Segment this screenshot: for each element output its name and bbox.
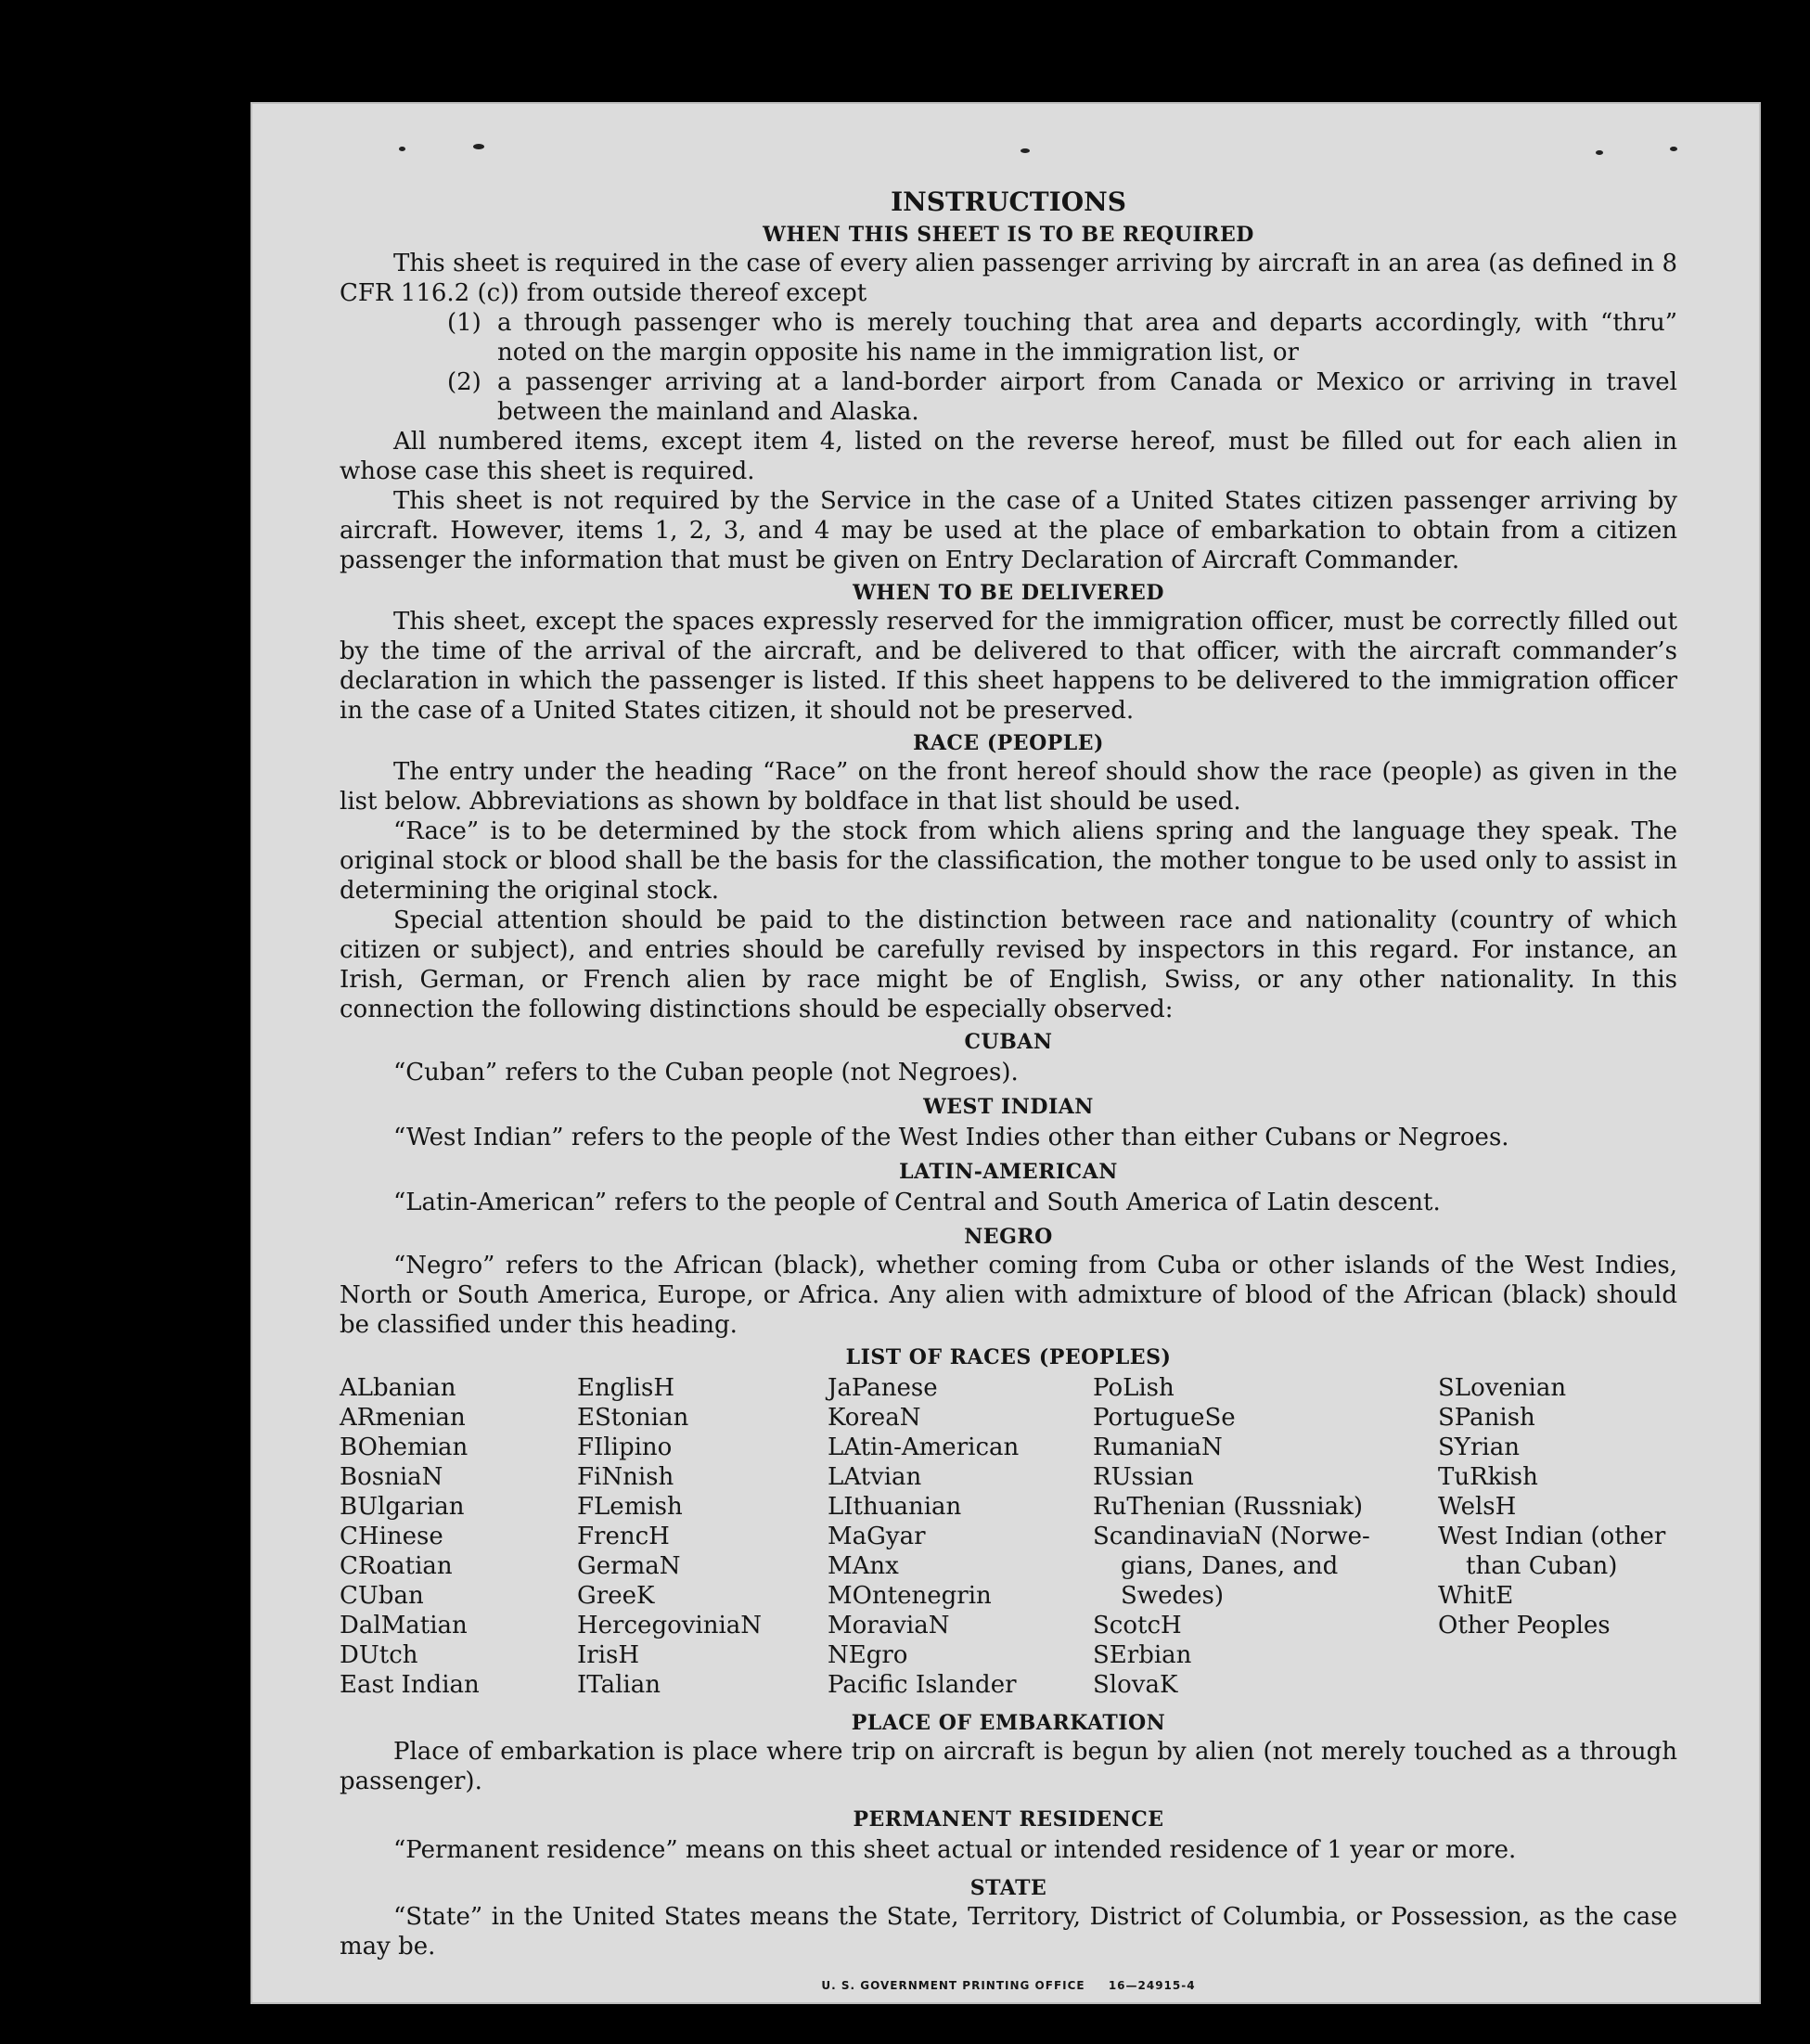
races-column-3	[828, 1373, 1093, 1700]
heading-list-of-races: LIST OF RACES (PEOPLES)	[845, 1345, 1172, 1369]
race-entry: FLemish	[577, 1493, 683, 1521]
printer-footer	[340, 1971, 1677, 2000]
race-entry: Pacific Islander	[828, 1671, 1017, 1699]
race-entry: SlovaK	[1093, 1671, 1178, 1699]
paper-speck	[1670, 147, 1677, 151]
race-entry: ITalian	[577, 1671, 661, 1699]
race-entry: Other Peoples	[1438, 1612, 1611, 1639]
race-entry: SPanish	[1438, 1404, 1535, 1432]
race-entry: DUtch	[340, 1641, 418, 1669]
heading-state: STATE	[969, 1876, 1047, 1900]
exception-item-number: (1)	[447, 309, 481, 337]
race-entry: GreeK	[577, 1582, 655, 1610]
race-entry: East Indian	[340, 1671, 480, 1699]
races-column-4	[1093, 1373, 1438, 1700]
race-paragraph-2: “Race” is to be determined by the stock from which aliens spring and the language they speak. The original stock or blood shall be the basis for the classification, the mother tongue to be used only to assist in determining the original stock.	[340, 817, 1677, 905]
race-entry: EStonian	[577, 1404, 689, 1432]
race-entry: FIlipino	[577, 1433, 673, 1461]
races-column-1	[340, 1373, 577, 1700]
exception-item-2	[340, 367, 1677, 427]
race-entry: WelsH	[1438, 1493, 1517, 1521]
heading-race: RACE (PEOPLE)	[913, 731, 1104, 755]
citizen-paragraph: This sheet is not required by the Service in the case of a United States citizen passenger arriving by aircraft. However, items 1, 2, 3, and 4 may be used at the place of embarkation to obtain from a citizen passenger the information that must be given on Entry Declaration of Aircraft Commander.	[340, 487, 1677, 574]
race-entry: LIthuanian	[828, 1493, 962, 1521]
paper-speck	[473, 144, 484, 149]
race-entry: WhitE	[1438, 1582, 1514, 1610]
race-entry: CUban	[340, 1582, 424, 1610]
race-entry: GermaN	[577, 1552, 681, 1580]
negro-definition: “Negro” refers to the African (black), whether coming from Cuba or other islands of the West Indies, North or South America, Europe, or Africa. Any alien with admixture of blood of the African (black) should be classified under this heading.	[340, 1252, 1677, 1339]
race-entry: ALbanian	[340, 1374, 456, 1402]
race-paragraph-1: The entry under the heading “Race” on the front hereof should show the race (people) as given in the list below. Abbreviations as shown by boldface in that list should be used.	[340, 758, 1677, 816]
race-entry: PortugueSe	[1093, 1404, 1236, 1432]
when-delivered-text: This sheet, except the spaces expressly reserved for the immigration officer, must be correctly filled out by the time of the arrival of the aircraft, and be delivered to that officer, with the aircraft commander’s declaration in which the passenger is listed. If this sheet happens to be delivered to the immigration officer in the case of a United States citizen, it should not be preserved.	[340, 608, 1677, 725]
races-column-5	[1438, 1373, 1677, 1700]
race-entry: EnglisH	[577, 1374, 675, 1402]
race-entry: BosniaN	[340, 1463, 443, 1491]
race-entry: NEgro	[828, 1641, 908, 1669]
permanent-residence-definition: “Permanent residence” means on this sheet actual or intended residence of 1 year or more.	[393, 1836, 1517, 1864]
form-number: 16—24915-4	[1108, 1979, 1196, 1992]
heading-when-required: WHEN THIS SHEET IS TO BE REQUIRED	[763, 223, 1254, 247]
race-entry: TuRkish	[1438, 1463, 1538, 1491]
race-entry: MaGyar	[828, 1523, 926, 1550]
race-entry: FrencH	[577, 1523, 670, 1550]
race-entry: RUssian	[1093, 1463, 1194, 1491]
paper-speck	[1021, 148, 1030, 153]
paper-speck	[1596, 150, 1603, 155]
race-entry: SYrian	[1438, 1433, 1520, 1461]
race-entry: West Indian (other	[1438, 1523, 1666, 1550]
race-paragraph-3: Special attention should be paid to the distinction between race and nationality (country of which citizen or subject), and entries should be carefully revised by inspectors in this regard. For instance, an Irish, German, or French alien by race might be of English, Swiss, or any other nationality. In this connection the following distinctions should be especially observed:	[340, 906, 1677, 1023]
page-title: INSTRUCTIONS	[891, 186, 1126, 217]
race-entry: BUlgarian	[340, 1493, 465, 1521]
race-entry-continuation: gians, Danes, and	[1121, 1552, 1339, 1580]
race-entry: KoreaN	[828, 1404, 921, 1432]
heading-embarkation: PLACE OF EMBARKATION	[851, 1711, 1166, 1735]
races-column-2	[577, 1373, 828, 1700]
printer-name: U. S. GOVERNMENT PRINTING OFFICE	[821, 1979, 1085, 1992]
document-sheet	[250, 102, 1761, 2004]
race-entry: PoLish	[1093, 1374, 1175, 1402]
race-entry: CRoatian	[340, 1552, 453, 1580]
exception-item-number: (2)	[447, 368, 481, 396]
race-entry: MoraviaN	[828, 1612, 950, 1639]
race-entry: SErbian	[1093, 1641, 1192, 1669]
race-entry: ARmenian	[340, 1404, 466, 1432]
race-entry: DalMatian	[340, 1612, 468, 1639]
cuban-definition: “Cuban” refers to the Cuban people (not Negroes).	[393, 1059, 1019, 1086]
race-entry: MAnx	[828, 1552, 899, 1580]
race-entry: MOntenegrin	[828, 1582, 992, 1610]
race-entry: CHinese	[340, 1523, 443, 1550]
exception-item-1	[340, 308, 1677, 367]
west-indian-definition: “West Indian” refers to the people of the West Indies other than either Cubans or Negroes.	[393, 1124, 1509, 1151]
instructions-content	[340, 187, 1677, 2000]
race-entry: JaPanese	[828, 1374, 938, 1402]
race-entry: IrisH	[577, 1641, 640, 1669]
heading-permanent-residence: PERMANENT RESIDENCE	[853, 1807, 1164, 1832]
race-entry: LAtvian	[828, 1463, 922, 1491]
race-entry: LAtin-American	[828, 1433, 1020, 1461]
heading-negro: NEGRO	[964, 1225, 1053, 1249]
race-entry: BOhemian	[340, 1433, 469, 1461]
heading-latin-american: LATIN-AMERICAN	[899, 1160, 1118, 1184]
when-required-intro: This sheet is required in the case of every alien passenger arriving by aircraft in an area (as defined in 8 CFR 116.2 (c)) from outside thereof except	[340, 250, 1677, 307]
races-list	[340, 1373, 1677, 1700]
heading-west-indian: WEST INDIAN	[923, 1095, 1094, 1119]
race-entry: ScotcH	[1093, 1612, 1182, 1639]
race-entry: HercegoviniaN	[577, 1612, 763, 1639]
paper-speck	[399, 147, 405, 151]
race-entry: SLovenian	[1438, 1374, 1567, 1402]
latin-american-definition: “Latin-American” refers to the people of Central and South America of Latin descent.	[393, 1189, 1441, 1216]
state-definition: “State” in the United States means the State, Territory, District of Columbia, or Possession, as the case may be.	[340, 1903, 1677, 1960]
exception-item-text: a through passenger who is merely touching that area and departs accordingly, with “thru” noted on the margin opposite his name in the immigration list, or	[497, 309, 1677, 366]
heading-cuban: CUBAN	[964, 1030, 1053, 1054]
race-entry: RumaniaN	[1093, 1433, 1223, 1461]
heading-when-delivered: WHEN TO BE DELIVERED	[853, 581, 1164, 605]
exception-item-text: a passenger arriving at a land-border airport from Canada or Mexico or arriving in travel between the mainland and Alaska.	[497, 368, 1677, 426]
race-entry-continuation: than Cuban)	[1466, 1552, 1618, 1580]
race-entry: RuThenian (Russniak)	[1093, 1493, 1363, 1521]
numbered-items-paragraph: All numbered items, except item 4, listed on the reverse hereof, must be filled out for each alien in whose case this sheet is required.	[340, 428, 1677, 485]
race-entry: ScandinaviaN (Norwe-	[1093, 1523, 1370, 1550]
embarkation-definition: Place of embarkation is place where trip on aircraft is begun by alien (not merely touched as a through passenger).	[340, 1738, 1677, 1795]
race-entry-continuation: Swedes)	[1121, 1582, 1224, 1610]
race-entry: FiNnish	[577, 1463, 674, 1491]
